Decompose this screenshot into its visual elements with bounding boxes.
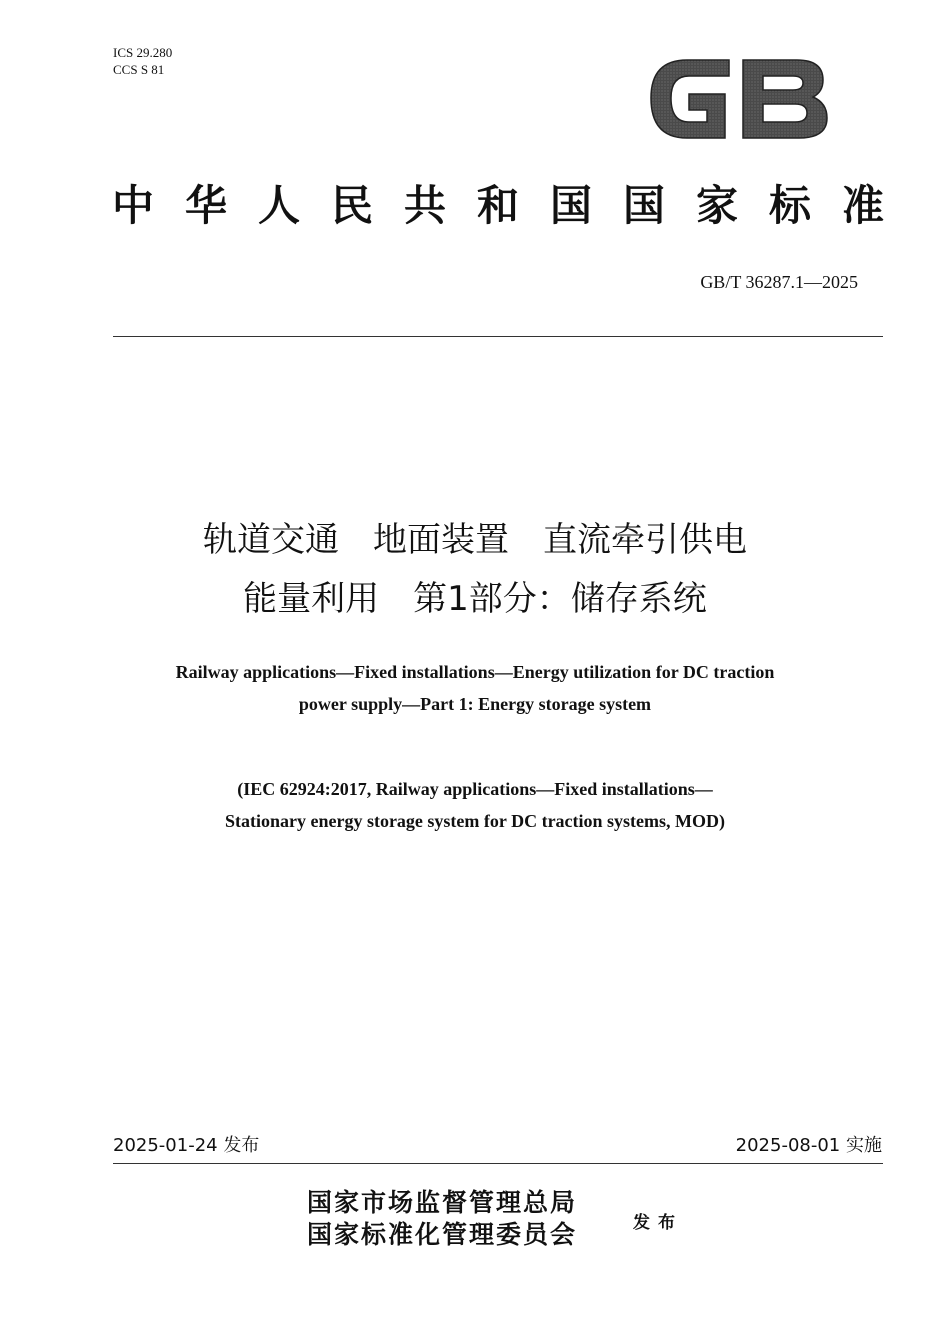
issuer-sac: 国家标准化管理委员会 [307, 1220, 578, 1249]
title-zh-line1: 轨道交通 地面装置 直流牵引供电 [203, 520, 747, 560]
iec-reference-line2: Stationary energy storage system for DC traction systems, MOD) [224, 811, 726, 831]
ics-code: ICS 29.280 [113, 45, 173, 60]
gb-logo-icon [643, 48, 833, 148]
bottom-divider [113, 1163, 883, 1164]
gb-logo [643, 48, 833, 148]
iec-reference-line1: (IEC 62924:2017, Railway applications—Fixed installations— [237, 779, 713, 799]
ccs-code: CCS S 81 [113, 62, 165, 77]
issuing-authorities [307, 1187, 577, 1251]
issuer-samr: 国家市场监督管理总局 [307, 1188, 578, 1217]
title-en-line2: power supply—Part 1: Energy storage system [298, 694, 652, 714]
title-zh-line2: 能量利用 第1部分：储存系统 [243, 579, 707, 619]
issue-verb: 发布 [633, 1213, 683, 1233]
top-divider [113, 336, 883, 337]
implementation-date: 2025-08-01 实施 [735, 1135, 882, 1156]
classification-codes [113, 44, 172, 78]
standard-number: GB/T 36287.1—2025 [700, 272, 858, 292]
title-en-line1: Railway applications—Fixed installations—Energy utilization for DC traction [175, 662, 775, 682]
national-standard-title: 中华人民共和国国家标准 [112, 181, 884, 230]
publish-date: 2025-01-24 发布 [113, 1135, 260, 1156]
